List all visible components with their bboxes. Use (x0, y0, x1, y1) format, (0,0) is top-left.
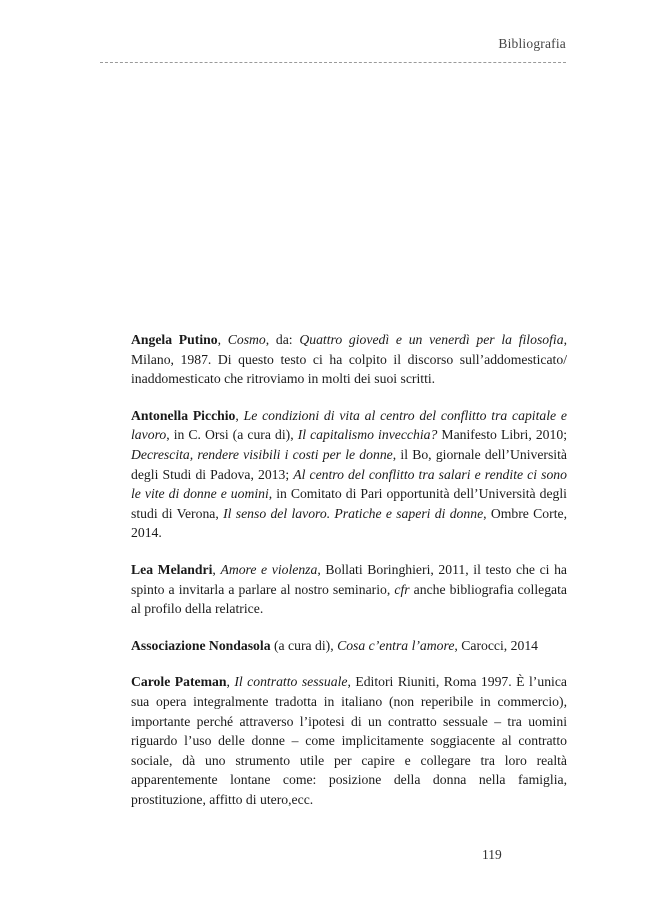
page-number: 119 (482, 847, 502, 862)
entry-title: Quattro giovedì e un venerdì per la filosofia (299, 332, 564, 347)
entry-author: Antonella Picchio (131, 407, 236, 423)
entry-title: Decrescita, rendere visibili i costi per le donne (131, 446, 393, 462)
entry-text: , (226, 674, 235, 690)
bibliography-entry (131, 406, 567, 543)
entry-text: anche bibliografia collegata al profilo della relatrice. (131, 581, 568, 617)
bibliography-entry (131, 636, 567, 656)
bibliography-entry (131, 672, 567, 809)
entry-text: , (217, 332, 228, 347)
entry-text: , Milano, 1987. Di questo testo ci ha colpito il discorso sull’addomesticato/ inaddomesticato che ritroviamo in molti dei suoi scritti. (131, 332, 567, 387)
bibliography-entry (131, 330, 567, 389)
entry-title: Il contratto sessuale (234, 674, 348, 690)
entry-title: Cosa c’entra l’amore (337, 637, 455, 653)
entry-text: , Editori Riuniti, Roma 1997. È l’unica sua opera integralmente tradotta in italiano (non reperibile in commercio), importante perché attraverso l’ipotesi di un contratto sessuale – tra uomini riguardo l’uso delle donne – come implicitamente soggiacente al contratto sociale, dà uno strumento utile per capire e collegare tra loro realtà apparentemente lontane come: posizione della donna nella famiglia, prostituzione, affitto di utero,ecc. (131, 674, 567, 807)
entry-text: , Ombre Corte, 2014. (131, 505, 567, 541)
entry-title: Amore e violenza (220, 561, 318, 577)
entry-title: Il senso del lavoro. Pratiche e saperi di donne (223, 505, 484, 521)
bibliography-entry (131, 560, 567, 619)
bibliography-list (131, 330, 567, 826)
entry-text: , Bollati Boringhieri, 2011, il testo che ci ha spinto a invitarla a parlare al nostro seminario, (131, 561, 568, 597)
header-rule (100, 62, 566, 63)
entry-author: Carole Pateman (131, 674, 227, 690)
entry-title: Cosmo (227, 332, 266, 347)
entry-title: cfr (394, 581, 410, 597)
entry-text: , il Bo, giornale dell’Università degli Studi di Padova, 2013; (131, 446, 567, 482)
entry-author: Angela Putino (131, 332, 218, 347)
entry-text: , in Comitato di Pari opportunità dell’Università degli studi di Verona, (131, 486, 567, 521)
running-head: Bibliografia (498, 36, 566, 51)
entry-text: , da: (265, 332, 300, 347)
entry-author: Lea Melandri (131, 561, 213, 577)
entry-text: (a cura di), (270, 637, 338, 653)
entry-title: Il capitalismo invecchia? (297, 427, 438, 443)
entry-text: Manifesto Libri, 2010; (437, 427, 568, 443)
entry-author: Associazione Nondasola (131, 637, 271, 653)
entry-text: , (212, 561, 221, 577)
entry-text: , Carocci, 2014 (454, 637, 539, 653)
entry-text: , in C. Orsi (a cura di), (166, 427, 298, 443)
entry-text: , (235, 407, 244, 423)
entry-title: Al centro del conflitto tra salari e rendite ci sono le vite di donne e uomini (131, 466, 567, 502)
entry-title: Le condizioni di vita al centro del conflitto tra capitale e lavoro (131, 407, 568, 443)
